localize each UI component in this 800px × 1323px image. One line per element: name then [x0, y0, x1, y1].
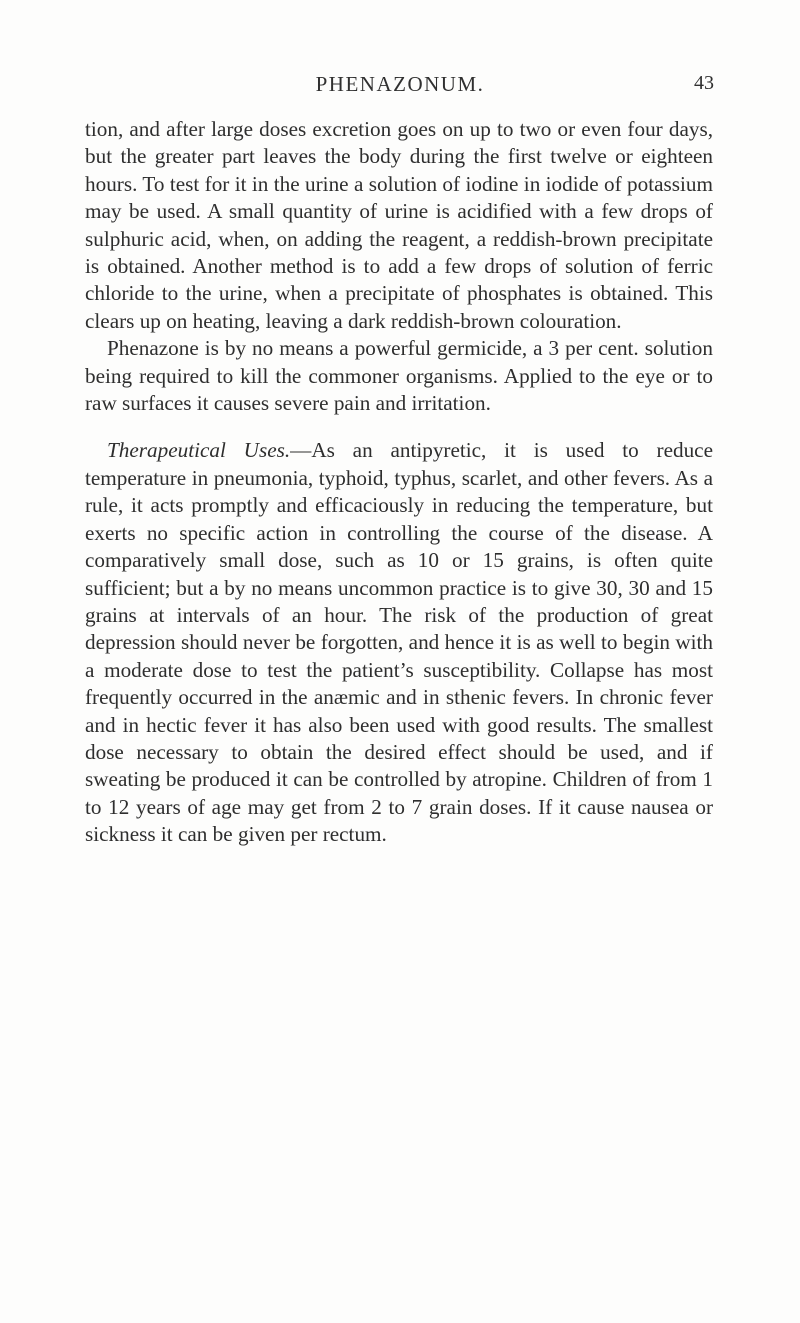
page-number: 43: [694, 72, 714, 94]
paragraph-3: —As an antipyretic, it is used to reduce temperature in pneumonia, typhoid, typhus, scarlet, and other fevers. As a rule, it acts promptly and efficaciously in reducing the temperature, but exerts no specific action in controlling the course of the disease. A comparatively small dose, such as 10 or 15 grains, is often quite sufficient; but a by no means uncommon practice is to give 30, 30 and 15 grains at intervals of an hour. The risk of the production of great depression should never be forgotten, and hence it is as well to begin with a moderate dose to test the patient’s susceptibility. Collapse has most frequently occurred in the anæmic and in sthenic fevers. In chronic fever and in hectic fever it has also been used with good results. The smallest dose necessary to obtain the desired effect should be used, and if sweating be produced it can be controlled by atropine. Children of from 1 to 12 years of age may get from 2 to 7 grain doses. If it cause nausea or sickness it can be given per rectum.: [85, 438, 713, 847]
paragraph-1: tion, and after large doses excretion goes on up to two or even four days, but the greater part leaves the body during the first twelve or eighteen hours. To test for it in the urine a solution of iodine in iodide of potassium may be used. A small quantity of urine is acidified with a few drops of sulphuric acid, when, on adding the reagent, a reddish-brown precipitate is obtained. Another method is to add a few drops of solution of ferric chloride to the urine, when a precipitate of phosphates is obtained. This clears up on heating, leaving a dark reddish-brown colouration.: [85, 117, 713, 333]
section-title: Therapeutical Uses.: [107, 438, 291, 463]
paragraph-2: Phenazone is by no means a powerful germicide, a 3 per cent. solution being required to kill the commoner organisms. Applied to the eye or to raw surfaces it causes severe pain and irritation.: [85, 336, 713, 416]
body-text: [85, 116, 713, 849]
therapeutic-uses-paragraph: [85, 437, 713, 848]
running-title: PHENAZONUM.: [315, 72, 485, 96]
running-head: [0, 72, 800, 102]
